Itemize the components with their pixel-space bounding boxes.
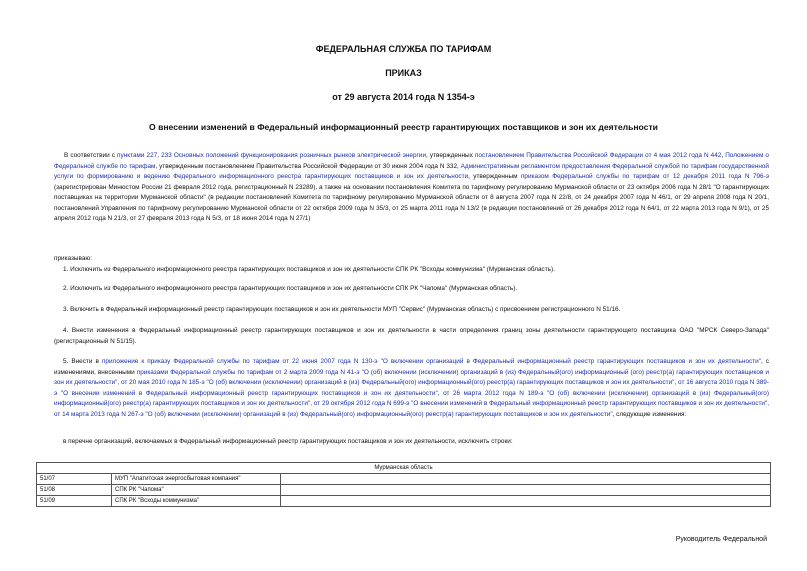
table-cell-name: СПК РК "Всходы коммунизма" xyxy=(112,496,281,507)
link-amending-orders[interactable]: приказами Федеральной службы по тарифам от 2 марта 2009 года N 41-э "О (об) включении (исключении) организаций в (из) Федеральный(ого) информационный (ого) реестр(а) гарантирующих поставщиков и зон их деятельности", от 20 мая 2010 года N 185-э "О (об) включении (исключении) организаций в (из) Федеральный(ого) информационный(ого) реестр(а) гарантирующих поставщиков и зон их деятельности", от 16 августа 2010 года N 389-э "О внесении изменений в Федеральный информационный реестр гарантирующих поставщиков и зон их деятельности", от 26 марта 2012 года N 189-э "О (об) включении (исключении) организаций в (из) Федеральный(ого) информационный(ого) реестр(а) гарантирующих поставщиков и зон их деятельности", от 29 октября 2012 года N 699-э "О внесении изменений в Федеральный информационный реестр гарантирующих поставщиков и зон их деятельности", от 14 марта 2013 года N 267-э "О (об) включении (исключении) организаций в (из) Федеральный(ого) информационный(ого) реестр(а) гарантирующих поставщиков и зон их деятельности" xyxy=(54,368,769,418)
list-item-5-sub xyxy=(54,437,769,448)
preamble-text: , xyxy=(721,152,726,159)
list-item-1 xyxy=(54,265,769,276)
list-item-4 xyxy=(54,326,769,347)
table-cell-code: 51/09 xyxy=(37,496,112,507)
table-cell-code: 51/08 xyxy=(37,485,112,496)
table-cell-empty xyxy=(281,485,771,496)
table-row xyxy=(37,496,771,507)
document-type: ПРИКАЗ xyxy=(385,68,422,78)
table-cell-name: СПК РК "Чапома" xyxy=(112,485,281,496)
link-order-796[interactable]: приказом Федеральной службы по тарифам от 12 декабря 2011 года N 796-э xyxy=(520,173,769,180)
list-item-text: 2. Исключить из Федерального информационного реестра гарантирующих поставщиков и зон их деятельности СПК РК "Чапома" (Мурманская область). xyxy=(63,285,518,292)
list-item-text: в перечне организаций, включаемых в Федеральный информационный реестр гарантирующих поставщиков и зон их деятельности, исключить строки: xyxy=(63,438,513,445)
preamble-text: , утвержденным постановлением Правительства Российской Федерации от 30 июня 2004 года N 332, xyxy=(155,162,461,170)
table-region-header: Мурманская область xyxy=(37,463,771,474)
table-cell-code: 51/07 xyxy=(37,474,112,485)
list-item-3 xyxy=(54,305,769,316)
list-item-5 xyxy=(54,357,769,420)
link-government-decree-442[interactable]: постановлением Правительства Российской Федерации от 4 мая 2012 года N 442 xyxy=(474,152,722,159)
signature-line: Руководитель Федеральной xyxy=(675,536,767,543)
preamble-text: , утвержденным xyxy=(468,173,521,180)
order-word: приказываю: xyxy=(54,255,92,262)
preamble-text: (зарегистрирован Минюстом России 21 февраля 2012 года, регистрационный N 23289), а также на основании постановления Комитета по тарифному регулированию Мурманской области от 23 октября 2006 года N 28/1 "О гарантирующих поставщиках на территории Мурманской области" (в редакции постановлений Комитета по тарифному регулированию Мурманской области от 8 августа 2007 года N 22/8, от 24 декабря 2007 года N 46/1, от 29 апреля 2008 года N 20/1, постановлений Управления по тарифному регулированию Мурманской области от 22 октября 2009 года N 35/3, от 25 марта 2011 года N 13/2 (в редакции постановлений от 26 декабря 2012 года N 64/1, от 22 марта 2013 года N 9/1), от 25 апреля 2012 года N 21/3, от 27 февраля 2013 года N 5/3, от 18 июня 2014 года N 27/1) xyxy=(54,183,769,222)
list-item-text: 5. Внести в xyxy=(63,358,102,365)
agency-name: ФЕДЕРАЛЬНАЯ СЛУЖБА ПО ТАРИФАМ xyxy=(315,44,492,54)
list-item-2 xyxy=(54,284,769,295)
table-row xyxy=(37,463,771,474)
list-item-text: , следующие изменения: xyxy=(612,410,687,418)
document-title: О внесении изменений в Федеральный информационный реестр гарантирующих поставщиков и зон их деятельности xyxy=(149,122,658,132)
link-administrative-regulation[interactable]: Административным регламентом предоставления Федеральной службой по тарифам государственной услуги по формированию и ведению Федерального информационного реестра гарантирующих поставщиков и зон их деятельности xyxy=(54,162,770,180)
excluded-rows-table xyxy=(36,462,771,507)
list-item-text: 1. Исключить из Федерального информационного реестра гарантирующих поставщиков и зон их деятельности СПК РК "Всходы коммунизма" (Мурманская область). xyxy=(63,266,555,273)
link-fst-regulation[interactable]: Положением о Федеральной службе по тарифам xyxy=(54,152,769,170)
list-item-text: 3. Включить в Федеральный информационный реестр гарантирующих поставщиков и зон их деятельности МУП "Сервис" (Мурманская область) с присвоением регистрационного N 51/16. xyxy=(63,306,621,313)
table-row xyxy=(37,474,771,485)
table-row xyxy=(37,485,771,496)
link-order-130[interactable]: приложение к приказу Федеральной службы по тарифам от 22 июня 2007 года N 130-э "О включении организаций в Федеральный информационный реестр гарантирующих поставщиков и зон их деятельности" xyxy=(101,358,761,365)
table-cell-name: МУП "Апатитская энергосбытовая компания" xyxy=(112,474,281,485)
table-cell-empty xyxy=(281,496,771,507)
list-item-text: , с изменениями, внесенными xyxy=(54,358,770,376)
preamble-paragraph xyxy=(54,151,769,225)
preamble-text: В соответствии с xyxy=(64,152,118,159)
preamble-text: , утвержденных xyxy=(426,152,475,159)
list-item-text: 4. Внести изменения в Федеральный информационный реестр гарантирующих поставщиков и зон их деятельности в части определения границ зоны деятельности гарантирующего поставщика ОАО "МРСК Северо-Запада" (регистрационный N 51/15). xyxy=(54,327,769,345)
document-date-number: от 29 августа 2014 года N 1354-э xyxy=(332,92,475,102)
link-basic-provisions[interactable]: пунктами 227, 233 Основных положений функционирования розничных рынков электрической энергии xyxy=(117,152,427,159)
table-cell-empty xyxy=(281,474,771,485)
